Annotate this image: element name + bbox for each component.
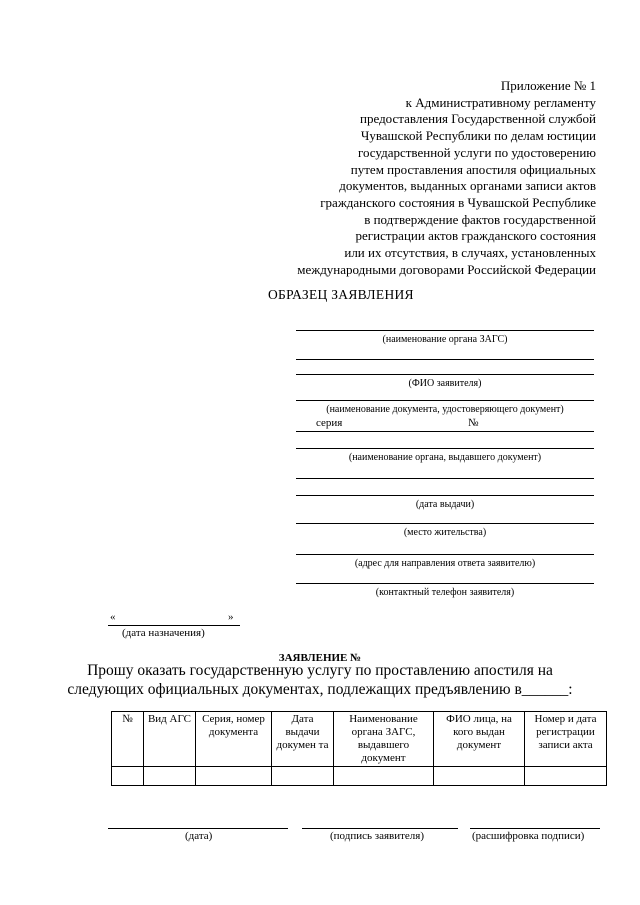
fio-line[interactable] — [296, 374, 594, 375]
col-header-number: № — [112, 712, 144, 767]
appendix-line: к Административному регламенту — [405, 94, 596, 110]
close-quote: » — [228, 611, 234, 623]
appendix-line: путем проставления апостиля официальных — [350, 161, 596, 177]
col-header-registration: Номер и дата регистрации записи акта — [525, 712, 607, 767]
col-header-series-number: Серия, номер документа — [196, 712, 272, 767]
issue-date-caption: (дата выдачи) — [415, 499, 475, 510]
appendix-line: международными договорами Российской Федерации — [297, 261, 596, 277]
address-caption: (адрес для направления ответа заявителю) — [354, 558, 536, 569]
signature-decoding-line[interactable] — [470, 828, 600, 829]
appendix-line: предоставления Государственной службой — [360, 111, 596, 127]
col-header-issue-date: Дата выдачи докумен та — [272, 712, 334, 767]
table-cell[interactable] — [334, 767, 434, 786]
zags-name-line-2[interactable] — [296, 359, 594, 360]
table-cell[interactable] — [112, 767, 144, 786]
series-number-line[interactable] — [296, 431, 594, 432]
issuer-line[interactable] — [296, 448, 594, 449]
issue-date-line[interactable] — [296, 495, 594, 496]
zags-name-line[interactable] — [296, 330, 594, 331]
sample-title: ОБРАЗЕЦ ЗАЯВЛЕНИЯ — [268, 287, 414, 302]
appendix-line: или их отсутствия, в случаях, установленных — [344, 245, 596, 261]
date-signature-line[interactable] — [108, 828, 288, 829]
appendix-line: в подтверждение фактов государственной — [364, 211, 596, 227]
request-text-line-2: следующих официальных документах, подлежащих предъявлению в______: — [67, 681, 573, 698]
issuer-caption: (наименование органа, выдавшего документ) — [348, 452, 542, 463]
appointment-date-caption: (дата назначения) — [122, 627, 205, 639]
issuer-line-2[interactable] — [296, 478, 594, 479]
table-cell[interactable] — [272, 767, 334, 786]
appendix-line: Чувашской Республики по делам юстиции — [360, 128, 596, 144]
appendix-header — [176, 78, 596, 278]
appendix-line: государственной услуги по удостоверению — [357, 144, 596, 160]
residence-line[interactable] — [296, 523, 594, 524]
open-quote: « — [110, 611, 116, 623]
col-header-zags-name: Наименование органа ЗАГС, выдавшего документ — [334, 712, 434, 767]
appendix-line: гражданского состояния в Чувашской Республике — [320, 194, 596, 210]
id-doc-caption: (наименование документа, удостоверяющего документ) — [326, 404, 564, 415]
table-cell[interactable] — [525, 767, 607, 786]
appendix-line: документов, выданных органами записи актов — [339, 178, 596, 194]
series-label: серия — [316, 417, 343, 429]
col-header-holder-name: ФИО лица, на кого выдан документ — [434, 712, 525, 767]
zags-name-caption: (наименование органа ЗАГС) — [382, 334, 508, 345]
table-cell[interactable] — [196, 767, 272, 786]
phone-caption: (контактный телефон заявителя) — [375, 587, 515, 598]
table-cell[interactable] — [144, 767, 196, 786]
signature-caption: (подпись заявителя) — [330, 830, 425, 842]
table-header-row — [112, 712, 607, 767]
request-text-line-1: Прошу оказать государственную услугу по проставлению апостиля на — [87, 662, 553, 679]
date-caption: (дата) — [185, 830, 213, 842]
documents-table — [111, 711, 607, 786]
fio-caption: (ФИО заявителя) — [408, 378, 482, 389]
appendix-line: регистрации актов гражданского состояния — [355, 228, 596, 244]
table-row — [112, 767, 607, 786]
appointment-date-line[interactable] — [108, 625, 240, 626]
application-title: ЗАЯВЛЕНИЕ № — [278, 652, 362, 664]
applicant-signature-line[interactable] — [302, 828, 458, 829]
decoding-caption: (расшифровка подписи) — [472, 830, 585, 842]
id-doc-line[interactable] — [296, 400, 594, 401]
residence-caption: (место жительства) — [403, 527, 487, 538]
address-line[interactable] — [296, 554, 594, 555]
col-header-ags-type: Вид АГС — [144, 712, 196, 767]
appendix-line: Приложение № 1 — [500, 78, 596, 93]
phone-line[interactable] — [296, 583, 594, 584]
number-label: № — [468, 417, 479, 429]
table-cell[interactable] — [434, 767, 525, 786]
